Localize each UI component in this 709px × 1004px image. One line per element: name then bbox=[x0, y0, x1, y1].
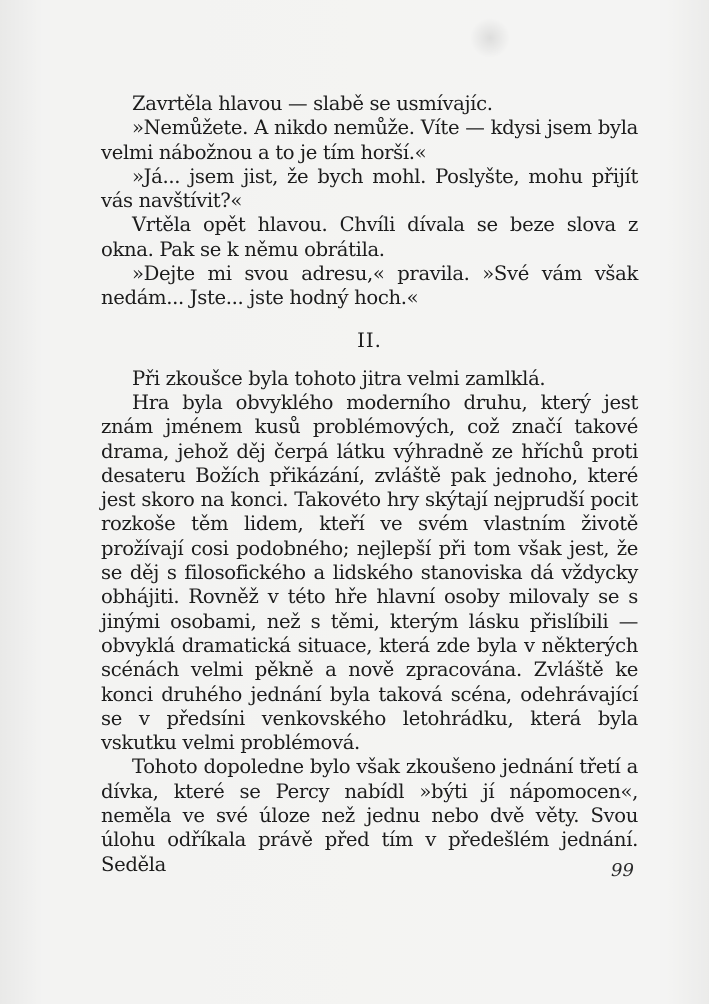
paragraph: Tohoto dopoledne bylo však zkoušeno jednání třetí a dívka, které se Percy nabídl »býti jí nápomocen«, neměla ve své úloze než jednu nebo dvě věty. Svou úlohu odříkala právě před tím v předešlém jednání. Seděla bbox=[101, 755, 638, 876]
paragraph: Při zkoušce byla tohoto jitra velmi zamlklá. bbox=[132, 366, 546, 390]
paragraph: »Dejte mi svou adresu,« pravila. »Své vám však nedám... Jste... jste hodný hoch.« bbox=[101, 262, 638, 310]
paragraph: »Já... jsem jist, že bych mohl. Poslyšte, mohu přijít vás navštívit?« bbox=[101, 164, 638, 213]
paragraph: »Nemůžete. A nikdo nemůže. Víte — kdysi jsem byla velmi nábožnou a to je tím horší.« bbox=[101, 116, 638, 164]
chapter-heading: II. bbox=[357, 328, 382, 352]
paragraph: Zavrtěla hlavou — slabě se usmívajíc. bbox=[132, 92, 493, 115]
page-number: 99 bbox=[611, 860, 634, 881]
paragraph: Vrtěla opět hlavou. Chvíli dívala se beze slova z okna. Pak se k němu obrátila. bbox=[101, 213, 638, 261]
page-text bbox=[101, 92, 638, 877]
paper-smudge bbox=[470, 18, 510, 58]
paragraph: Hra byla obvyklého moderního druhu, který jest znám jménem kusů problémových, což značí takové drama, jehož děj čerpá látku výhradně ze hříchů proti desateru Božích přikázání, zvláště pak jednoho, které jest skoro na konci. Takovéto hry skýtají nejprudší pocit rozkoše těm lidem, kteří ve svém vlastním životě prožívají cosi podobného; nejlepší při tom však jest, že se děj s filosofického a lidského stanoviska dá vždycky obhájiti. Rovněž v této hře hlavní osoby milovaly se s jinými osobami, než s těmi, kterým lásku přislíbili — obvyklá dramatická situace, která zde byla v některých scénách velmi pěkně a nově zpracována. Zvláště ke konci druhého jednání byla taková scéna, odehrávající se v předsíni venkovského letohrádku, která byla vskutku velmi problémová. bbox=[101, 390, 638, 755]
